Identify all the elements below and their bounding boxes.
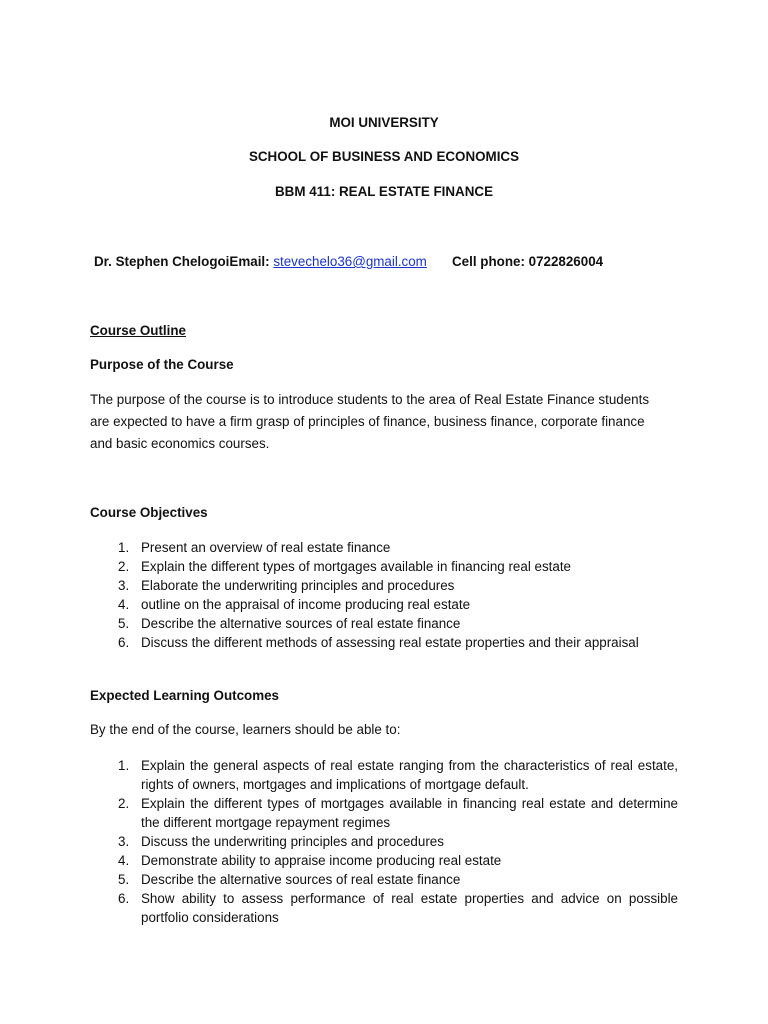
objectives-list	[90, 538, 678, 652]
list-item-text: Discuss the underwriting principles and procedures	[141, 834, 444, 849]
list-number: 3.	[118, 578, 130, 593]
list-item-text: Present an overview of real estate finance	[141, 540, 391, 555]
list-number: 3.	[118, 834, 130, 849]
list-item	[90, 889, 678, 927]
list-item-text: Explain the different types of mortgages available in financing real estate and determine the different mortgage repayment regimes	[141, 796, 678, 830]
list-number: 4.	[118, 853, 130, 868]
list-item-text: Elaborate the underwriting principles and procedures	[141, 578, 455, 593]
cell-phone: Cell phone: 0722826004	[452, 254, 604, 269]
outcomes-heading: Expected Learning Outcomes	[90, 688, 280, 703]
outcomes-intro: By the end of the course, learners should be able to:	[90, 722, 401, 737]
list-item	[90, 595, 678, 614]
list-number: 5.	[118, 872, 130, 887]
list-number: 1.	[118, 758, 130, 773]
lecturer-name: Dr. Stephen Chelogoi	[94, 254, 230, 269]
list-item-text: Explain the general aspects of real estate ranging from the characteristics of real estate, rights of owners, mortgages and implications of mortgage default.	[141, 758, 678, 792]
list-number: 6.	[118, 635, 130, 650]
list-number: 1.	[118, 540, 130, 555]
list-item	[90, 633, 678, 652]
list-item	[90, 538, 678, 557]
list-item	[90, 832, 678, 851]
school-title: SCHOOL OF BUSINESS AND ECONOMICS	[248, 149, 520, 164]
list-item	[90, 794, 678, 832]
list-item-text: Describe the alternative sources of real estate finance	[141, 872, 461, 887]
list-number: 2.	[118, 559, 130, 574]
purpose-line: are expected to have a firm grasp of principles of finance, business finance, corporate finance	[90, 414, 645, 429]
list-item-text: outline on the appraisal of income producing real estate	[141, 597, 471, 612]
list-item-text: Demonstrate ability to appraise income producing real estate	[141, 853, 502, 868]
list-item	[90, 614, 678, 633]
list-item	[90, 557, 678, 576]
list-number: 6.	[118, 891, 130, 906]
list-item-text: Describe the alternative sources of real estate finance	[141, 616, 461, 631]
purpose-paragraph	[90, 389, 678, 455]
email-link[interactable]: stevechelo36@gmail.com	[273, 254, 427, 269]
list-item	[90, 870, 678, 889]
list-item	[90, 851, 678, 870]
list-item-text: Explain the different types of mortgages available in financing real estate	[141, 559, 572, 574]
list-item-text: Discuss the different methods of assessing real estate properties and their appraisal	[141, 635, 639, 650]
outcomes-list	[90, 756, 678, 927]
list-item-text: Show ability to assess performance of real estate properties and advice on possible portfolio considerations	[141, 891, 678, 925]
list-number: 5.	[118, 616, 130, 631]
list-number: 4.	[118, 597, 130, 612]
email-label: Email:	[229, 254, 274, 269]
contact-line	[94, 253, 427, 271]
objectives-heading: Course Objectives	[90, 505, 208, 520]
course-title: BBM 411: REAL ESTATE FINANCE	[275, 184, 493, 199]
purpose-line: The purpose of the course is to introduce students to the area of Real Estate Finance students	[90, 392, 650, 407]
list-number: 2.	[118, 796, 130, 811]
list-item	[90, 756, 678, 794]
university-title: MOI UNIVERSITY	[329, 115, 439, 130]
purpose-heading: Purpose of the Course	[90, 357, 234, 372]
list-item	[90, 576, 678, 595]
course-outline-heading: Course Outline	[90, 323, 186, 338]
purpose-line: and basic economics courses.	[90, 436, 270, 451]
